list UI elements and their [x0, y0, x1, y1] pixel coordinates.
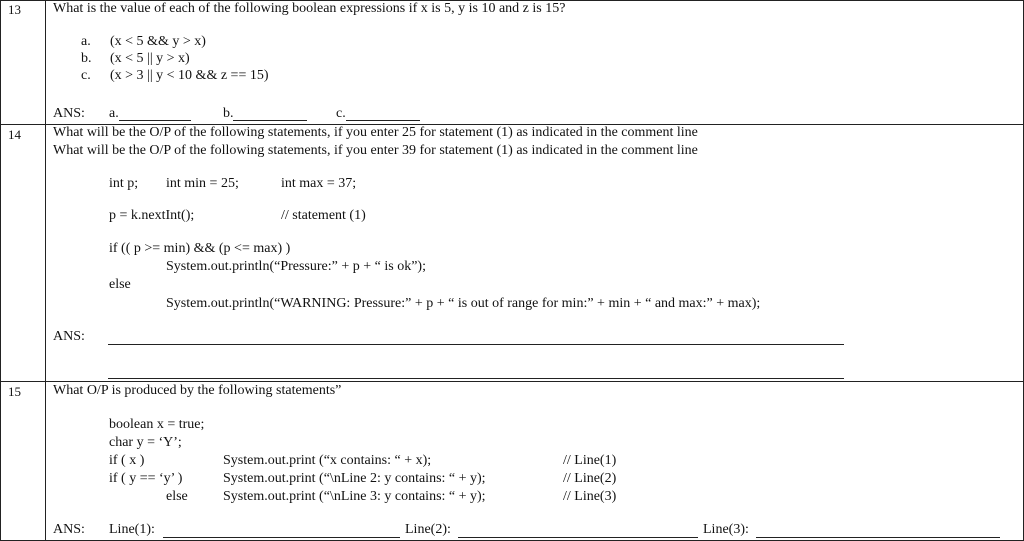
q15-code-if1: if ( x ) [109, 453, 145, 468]
q14-code-read: p = k.nextInt(); [109, 208, 195, 223]
table-border-left [0, 0, 1, 541]
q14-code-read-comment: // statement (1) [281, 208, 366, 223]
q15-code-comment2: // Line(2) [563, 471, 617, 486]
q14-code-if: if (( p >= min) && (p <= max) ) [109, 241, 291, 256]
q15-code-comment3: // Line(3) [563, 489, 617, 504]
question-15-text: What O/P is produced by the following statements” [53, 383, 342, 398]
question-13-text: What is the value of each of the following boolean expressions if x is 5, y is 10 and z is 15? [53, 1, 566, 16]
question-13-number: 13 [8, 2, 21, 17]
q14-answer-blank-2[interactable] [108, 378, 844, 379]
q15-line1-blank[interactable] [163, 537, 400, 538]
q15-code-decl-y: char y = ‘Y’; [109, 435, 182, 450]
q15-code-if2: if ( y == ‘y’ ) [109, 471, 183, 486]
q14-answer-label: ANS: [53, 329, 85, 344]
q14-code-print-ok: System.out.println(“Pressure:” + p + “ is ok”); [166, 259, 426, 274]
q15-code-else: else [166, 489, 188, 504]
q13-answer-b-blank[interactable] [233, 120, 307, 121]
q13-answer-c-label: c. [336, 106, 346, 121]
q15-answer-label: ANS: [53, 522, 85, 537]
q13-item-a-expr: (x < 5 && y > x) [110, 34, 206, 49]
q15-line1-label: Line(1): [109, 522, 155, 537]
q14-answer-blank-1[interactable] [108, 344, 844, 345]
q15-code-print2: System.out.print (“\nLine 2: y contains: “ + y); [223, 471, 486, 486]
q15-code-comment1: // Line(1) [563, 453, 617, 468]
q15-line2-label: Line(2): [405, 522, 451, 537]
number-column-divider [45, 0, 46, 541]
q14-code-else: else [109, 277, 131, 292]
q13-answer-label: ANS: [53, 106, 85, 121]
q15-code-print1: System.out.print (“x contains: “ + x); [223, 453, 432, 468]
q13-answer-a-label: a. [109, 106, 119, 121]
q14-code-print-warn: System.out.println(“WARNING: Pressure:” + p + “ is out of range for min:” + min + “ and max:” + max); [166, 296, 761, 311]
q13-item-a-letter: a. [81, 34, 91, 49]
question-15-number: 15 [8, 384, 21, 399]
q14-code-decl-min: int min = 25; [166, 176, 239, 191]
q13-answer-c-blank[interactable] [346, 120, 420, 121]
q13-answer-b-label: b. [223, 106, 234, 121]
q15-line3-blank[interactable] [756, 537, 1000, 538]
q14-code-decl-max: int max = 37; [281, 176, 357, 191]
q13-item-c-letter: c. [81, 68, 91, 83]
question-14-number: 14 [8, 127, 21, 142]
q13-item-c-expr: (x > 3 || y < 10 && z == 15) [110, 68, 269, 83]
row-divider-14-15 [0, 381, 1024, 382]
q15-code-decl-x: boolean x = true; [109, 417, 205, 432]
question-14-text-line1: What will be the O/P of the following statements, if you enter 25 for statement (1) as indicated in the comment line [53, 125, 698, 140]
q15-line3-label: Line(3): [703, 522, 749, 537]
q15-code-print3: System.out.print (“\nLine 3: y contains: “ + y); [223, 489, 486, 504]
question-14-text-line2: What will be the O/P of the following statements, if you enter 39 for statement (1) as indicated in the comment line [53, 143, 698, 158]
q13-item-b-expr: (x < 5 || y > x) [110, 51, 190, 66]
q15-line2-blank[interactable] [458, 537, 698, 538]
q13-answer-a-blank[interactable] [119, 120, 191, 121]
q14-code-decl-p: int p; [109, 176, 139, 191]
q13-item-b-letter: b. [81, 51, 92, 66]
